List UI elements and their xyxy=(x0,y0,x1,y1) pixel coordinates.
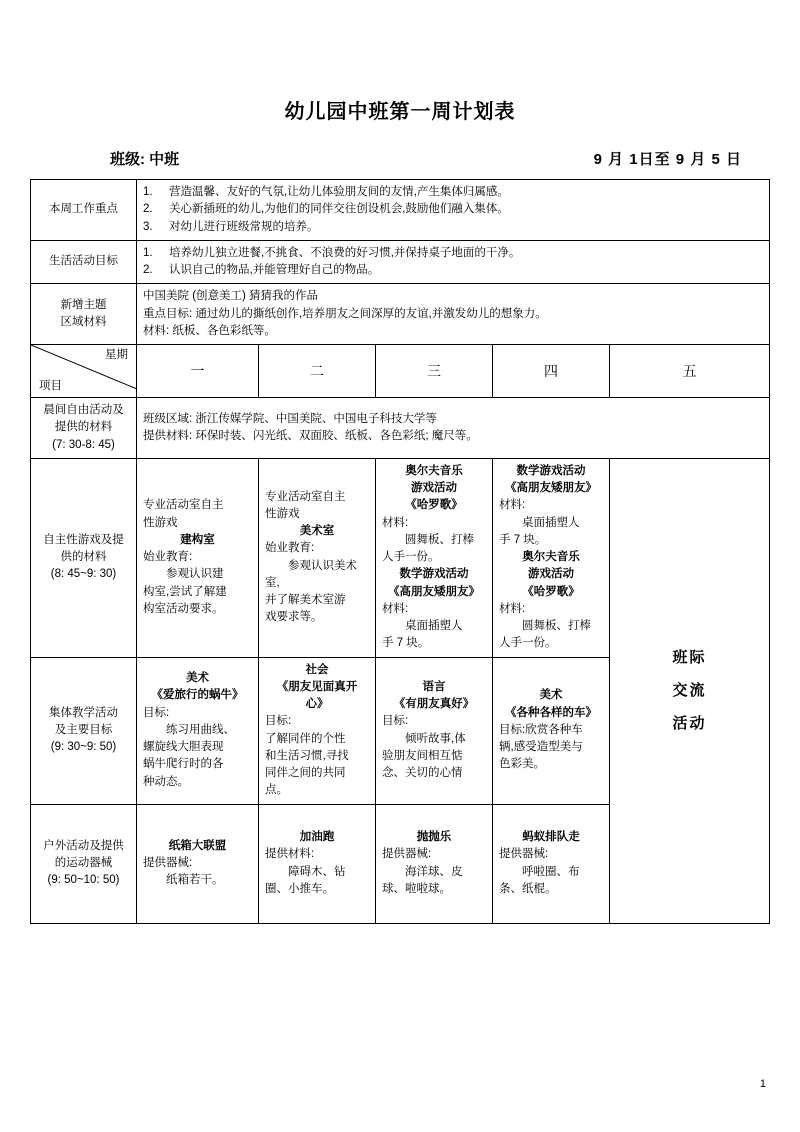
cell-line: 点。 xyxy=(265,784,288,797)
table-row xyxy=(31,284,770,345)
cell-heading: 加油跑 xyxy=(299,831,335,843)
cell-heading: 《爱旅行的蜗牛》 xyxy=(151,689,244,702)
list-item xyxy=(143,245,763,262)
cell-line: 手 7 块。 xyxy=(382,637,430,650)
row-label-outdoor-line1: 户外活动及提供 xyxy=(43,839,124,852)
cell-heading: 语言 xyxy=(422,680,446,693)
cell-heading: 数学游戏活动 xyxy=(399,568,469,581)
list-item-text: 培养幼儿独立进餐,不挑食、不浪费的好习惯,并保持桌子地面的干净。 xyxy=(169,246,521,259)
list-item xyxy=(143,262,763,279)
row-content-morning xyxy=(137,398,770,459)
page-number: 1 xyxy=(759,1078,766,1090)
cell-heading: 《高朋友矮朋友》 xyxy=(388,585,480,598)
cell-line: 色彩美。 xyxy=(499,758,545,771)
cell-heading: 纸箱大联盟 xyxy=(168,839,227,852)
list-item-text: 认识自己的物品,并能管理好自己的物品。 xyxy=(169,264,380,276)
cell-line: 材料: xyxy=(499,602,526,615)
cell-line: 念、关切的心情 xyxy=(382,767,463,779)
row-label-autonomy-line3: (8: 45~9: 30) xyxy=(50,568,117,581)
week-item-header-cell xyxy=(31,345,137,398)
cell-heading: 美术 xyxy=(186,672,209,685)
cell-line: 材料: xyxy=(499,499,526,512)
autonomy-cell-mon xyxy=(137,458,259,657)
cell-line: 材料: xyxy=(382,602,409,615)
cell-line: 海洋球、皮 xyxy=(405,865,463,878)
interflow-activity-cell xyxy=(610,458,770,923)
life-goals-list xyxy=(143,245,763,280)
cell-heading: 建构室 xyxy=(180,533,215,546)
cell-heading: 《有朋友真好》 xyxy=(393,698,475,710)
cell-heading: 奥尔夫音乐 xyxy=(522,551,580,563)
day-header-fri: 五 xyxy=(610,345,770,398)
cell-heading: 美术 xyxy=(539,689,563,702)
cell-line: 辆,感受造型美与 xyxy=(499,741,583,754)
cell-line: 条、纸棍。 xyxy=(499,882,557,895)
cell-heading: 《朋友见面真开 xyxy=(276,680,358,693)
cell-line: 人手一份。 xyxy=(382,551,440,563)
cell-line: 目标: xyxy=(265,715,292,728)
table-row xyxy=(31,240,770,284)
week-header-label: 星期 xyxy=(105,349,128,361)
page-title: 幼儿园中班第一周计划表 xyxy=(284,101,516,123)
cell-heading: 游戏活动 xyxy=(411,482,457,494)
cell-line: 性游戏 xyxy=(143,516,178,529)
cell-heading: 心》 xyxy=(305,698,329,710)
cell-line: 提供材料: xyxy=(265,848,315,861)
list-item-number: 2. xyxy=(143,203,153,216)
outdoor-cell-mon xyxy=(137,804,259,923)
table-row xyxy=(31,180,770,241)
cell-line: 桌面插塑人 xyxy=(405,620,463,632)
cell-heading: 数学游戏活动 xyxy=(516,464,586,477)
class-label xyxy=(110,148,179,169)
row-label-autonomy xyxy=(31,458,137,657)
list-item xyxy=(143,201,763,218)
teaching-cell-mon xyxy=(137,657,259,804)
interflow-line: 班际 xyxy=(672,649,707,667)
day-header-thu: 四 xyxy=(493,345,610,398)
weekly-plan-table xyxy=(30,179,770,924)
cell-line: 专业活动室自主 xyxy=(143,499,224,512)
cell-line: 提供器械: xyxy=(143,856,193,869)
cell-line: 人手一份。 xyxy=(499,637,557,650)
interflow-line: 活动 xyxy=(672,715,707,733)
item-header-label: 项目 xyxy=(39,379,62,392)
cell-line: 圆舞板、打棒 xyxy=(522,620,591,632)
list-item-number: 2. xyxy=(143,264,153,276)
cell-line: 并了解美术室游 xyxy=(265,594,346,607)
row-label-autonomy-line2: 供的材料 xyxy=(60,551,107,563)
row-label-new-theme-line2: 区域材料 xyxy=(60,316,107,329)
cell-line: 倾听故事,体 xyxy=(405,732,466,745)
outdoor-cell-tue xyxy=(259,804,376,923)
day-header-tue: 二 xyxy=(259,345,376,398)
table-row xyxy=(31,458,770,657)
day-header-wed: 三 xyxy=(376,345,493,398)
row-label-new-theme-line1: 新增主题 xyxy=(60,298,107,311)
cell-line: 圆舞板、打棒 xyxy=(405,533,474,546)
cell-line: 手 7 块。 xyxy=(499,533,547,546)
cell-heading: 《高朋友矮朋友》 xyxy=(505,482,597,494)
cell-line: 蜗牛爬行时的各 xyxy=(143,758,224,771)
cell-line: 专业活动室自主 xyxy=(265,490,346,503)
cell-line: 始业教育: xyxy=(265,542,315,555)
class-value-text: 中班 xyxy=(149,151,180,168)
interflow-line: 交流 xyxy=(672,682,707,700)
cell-line: 材料: xyxy=(382,516,409,529)
teaching-cell-wed xyxy=(376,657,493,804)
cell-line: 参观认识建 xyxy=(166,568,224,581)
list-item-text: 营造温馨、友好的气氛,让幼儿体验朋友间的友情,产生集体归属感。 xyxy=(169,186,509,198)
cell-line: 验朋友间相互惦 xyxy=(382,749,463,762)
row-label-outdoor-line3: (9: 50~10: 50) xyxy=(47,874,120,887)
row-label-autonomy-line1: 自主性游戏及提 xyxy=(43,533,124,546)
cell-line: 桌面插塑人 xyxy=(522,516,580,529)
cell-line: 目标: xyxy=(143,706,170,719)
cell-line: 目标:欣赏各种车 xyxy=(499,723,583,736)
row-label-morning-line1: 晨间自由活动及 xyxy=(43,404,124,416)
cell-heading: 《各种各样的车》 xyxy=(505,706,597,719)
autonomy-cell-thu xyxy=(493,458,610,657)
autonomy-cell-tue xyxy=(259,458,376,657)
cell-line: 了解同伴的个性 xyxy=(265,732,346,745)
autonomy-cell-wed xyxy=(376,458,493,657)
outdoor-cell-thu xyxy=(493,804,610,923)
cell-line: 练习用曲线、 xyxy=(166,723,235,736)
cell-line: 目标: xyxy=(382,715,409,728)
cell-line: 构室活动要求。 xyxy=(143,602,224,615)
list-item-number: 1. xyxy=(143,246,153,259)
row-content-focus xyxy=(137,180,770,241)
table-row xyxy=(31,398,770,459)
cell-heading: 奥尔夫音乐 xyxy=(405,464,463,477)
row-label-morning xyxy=(31,398,137,459)
row-label-morning-line3: (7: 30-8: 45) xyxy=(52,438,115,451)
cell-heading: 蚂蚁排队走 xyxy=(522,831,580,843)
row-label-teaching xyxy=(31,657,137,804)
class-label-text: 班级: xyxy=(110,151,145,168)
row-label-new-theme xyxy=(31,284,137,345)
cell-line: 种动态。 xyxy=(143,775,189,788)
subheader xyxy=(30,148,770,169)
new-theme-line: 中国美院 (创意美工) 猜猜我的作品 xyxy=(143,290,319,303)
new-theme-line: 材料: 纸板、各色彩纸等。 xyxy=(143,324,276,337)
new-theme-line: 重点目标: 通过幼儿的撕纸创作,培养朋友之间深厚的友谊,并激发幼儿的想象力。 xyxy=(143,307,547,320)
cell-line: 始业教育: xyxy=(143,551,193,563)
morning-line: 提供材料: 环保时装、闪光纸、双面胶、纸板、各色彩纸; 魔尺等。 xyxy=(143,429,478,442)
morning-line: 班级区域: 浙江传媒学院、中国美院、中国电子科技大学等 xyxy=(143,412,437,425)
row-label-teaching-line2: 及主要目标 xyxy=(54,723,113,736)
cell-line: 呼啦圈、布 xyxy=(522,865,580,878)
cell-line: 螺旋线大胆表现 xyxy=(143,741,224,754)
row-content-life-goals xyxy=(137,240,770,284)
list-item-number: 3. xyxy=(143,220,153,233)
cell-heading: 游戏活动 xyxy=(528,568,574,581)
table-header-row xyxy=(31,345,770,398)
teaching-cell-thu xyxy=(493,657,610,804)
list-item xyxy=(143,184,763,201)
cell-heading: 社会 xyxy=(305,663,329,676)
list-item xyxy=(143,219,763,236)
cell-line: 同伴之间的共同 xyxy=(265,767,346,779)
focus-list xyxy=(143,184,763,236)
row-label-focus: 本周工作重点 xyxy=(31,180,137,241)
row-label-outdoor xyxy=(31,804,137,923)
row-label-teaching-line3: (9: 30~9: 50) xyxy=(50,741,117,754)
row-label-outdoor-line2: 的运动器械 xyxy=(54,856,113,869)
date-range: 9 月 1日至 9 月 5 日 xyxy=(593,151,742,168)
list-item-text: 对幼儿进行班级常规的培养。 xyxy=(169,220,319,233)
list-item-number: 1. xyxy=(143,186,153,198)
row-label-teaching-line1: 集体教学活动 xyxy=(49,706,118,719)
cell-heading: 《哈罗歌》 xyxy=(405,499,463,512)
cell-heading: 美术室 xyxy=(299,525,335,538)
cell-line: 提供器械: xyxy=(382,848,432,861)
row-content-new-theme xyxy=(137,284,770,345)
list-item-text: 关心新插班的幼儿,为他们的同伴交往创设机会,鼓励他们融入集体。 xyxy=(169,203,509,216)
day-header-mon: 一 xyxy=(137,345,259,398)
cell-line: 障碍木、钻 xyxy=(288,865,346,878)
cell-line: 纸箱若干。 xyxy=(166,874,224,887)
cell-heading: 抛抛乐 xyxy=(416,831,452,843)
teaching-cell-tue xyxy=(259,657,376,804)
cell-line: 参观认识美术室, xyxy=(265,559,357,589)
cell-line: 构室,尝试了解建 xyxy=(143,585,227,598)
cell-line: 提供器械: xyxy=(499,848,549,861)
cell-line: 球、啦啦球。 xyxy=(382,882,451,895)
outdoor-cell-wed xyxy=(376,804,493,923)
cell-line: 圈、小推车。 xyxy=(265,882,334,895)
cell-line: 戏要求等。 xyxy=(265,611,323,624)
row-label-life-goals: 生活活动目标 xyxy=(31,240,137,284)
row-label-morning-line2: 提供的材料 xyxy=(54,421,113,434)
cell-line: 性游戏 xyxy=(265,507,300,520)
cell-heading: 《哈罗歌》 xyxy=(522,585,580,598)
cell-line: 和生活习惯,寻找 xyxy=(265,749,349,762)
